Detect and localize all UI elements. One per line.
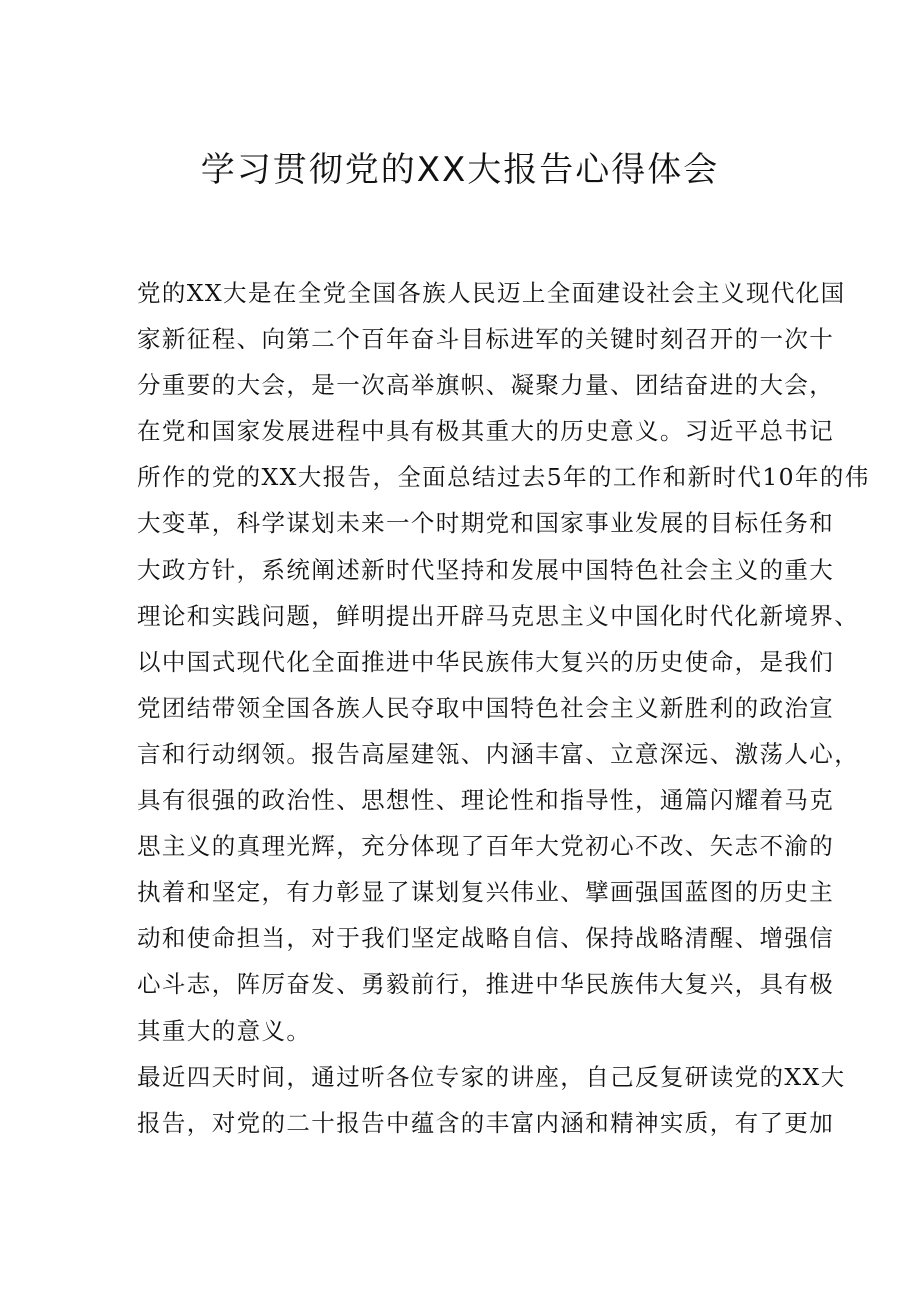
text-line: 动和使命担当，对于我们坚定战略自信、保持战略清醒、增强信 (137, 924, 835, 953)
text-line: 思主义的真理光辉，充分体现了百年大党初心不改、矢志不渝的 (137, 832, 835, 861)
text-line: 家新征程、向第二个百年奋斗目标进军的关键时刻召开的一次十 (137, 325, 835, 354)
text-line: 其重大的意义。 (137, 1016, 312, 1045)
document-body (137, 270, 870, 1146)
text-line: 以中国式现代化全面推进中华民族伟大复兴的历史使命，是我们 (137, 647, 835, 676)
text-line: 分重要的大会，是一次高举旗帜、凝聚力量、团结奋进的大会， (137, 371, 835, 400)
text-line: 心斗志，阵厉奋发、勇毅前行，推进中华民族伟大复兴，具有极 (137, 970, 835, 999)
text-line: 报告，对党的二十报告中蕴含的丰富内涵和精神实质，有了更加 (137, 1108, 835, 1137)
text-line: 最近四天时间，通过听各位专家的讲座，自己反复研读党的XX大 (137, 1062, 846, 1091)
paragraph-1 (137, 270, 870, 1054)
text-line: 理论和实践问题，鲜明提出开辟马克思主义中国化时代化新境界、 (137, 601, 860, 630)
page-title: 学习贯彻党的XX大报告心得体会 (200, 150, 720, 190)
text-line: 具有很强的政治性、思想性、理论性和指导性，通篇闪耀着马克 (137, 786, 835, 815)
text-line: 大变革，科学谋划未来一个时期党和国家事业发展的目标任务和 (137, 509, 835, 538)
text-line: 在党和国家发展进程中具有极其重大的历史意义。习近平总书记 (137, 417, 835, 446)
paragraph-2 (137, 1054, 846, 1146)
text-line: 执着和坚定，有力彰显了谋划复兴伟业、擘画强国蓝图的历史主 (137, 878, 835, 907)
text-line: 党的XX大是在全党全国各族人民迈上全面建设社会主义现代化国 (137, 279, 846, 307)
text-line: 言和行动纲领。报告高屋建瓴、内涵丰富、立意深远、激荡人心， (137, 739, 860, 768)
text-line: 所作的党的XX大报告，全面总结过去5年的工作和新时代10年的伟 (137, 463, 870, 492)
text-line: 党团结带领全国各族人民夺取中国特色社会主义新胜利的政治宣 (137, 693, 835, 722)
text-line: 大政方针，系统阐述新时代坚持和发展中国特色社会主义的重大 (137, 555, 835, 584)
